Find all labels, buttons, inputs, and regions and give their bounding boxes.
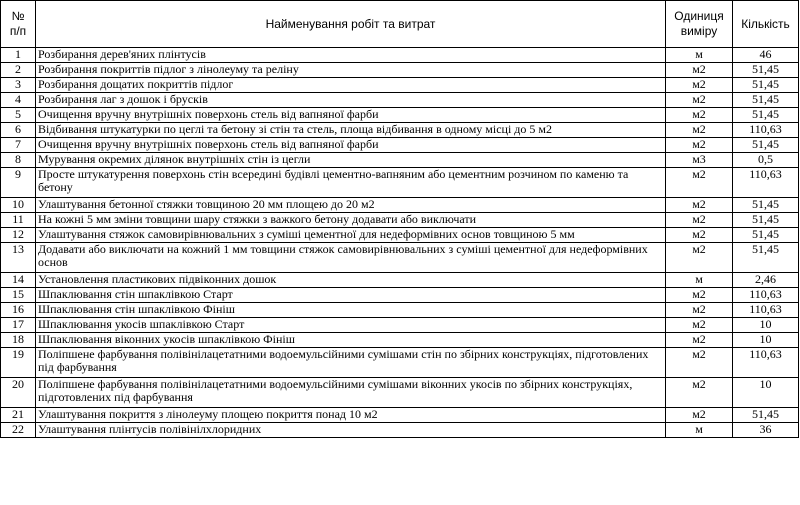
table-row (1, 378, 799, 408)
row-name: Розбирання покриттів підлог з лінолеуму та реліну (36, 63, 666, 78)
row-num: 1 (1, 48, 36, 63)
row-num: 17 (1, 318, 36, 333)
row-unit: м2 (666, 228, 733, 243)
row-num: 16 (1, 303, 36, 318)
table-row (1, 348, 799, 378)
table-row (1, 423, 799, 438)
row-qty: 51,45 (733, 93, 799, 108)
row-unit: м2 (666, 348, 733, 378)
table-row (1, 303, 799, 318)
row-num: 20 (1, 378, 36, 408)
row-qty: 110,63 (733, 348, 799, 378)
header-unit-text: Одиниця виміру (674, 9, 724, 38)
table-row (1, 93, 799, 108)
table-row (1, 168, 799, 198)
row-num: 5 (1, 108, 36, 123)
table-row (1, 333, 799, 348)
row-unit: м2 (666, 213, 733, 228)
row-unit: м (666, 423, 733, 438)
row-name: Шпаклювання стін шпаклівкою Фініш (36, 303, 666, 318)
row-name: На кожні 5 мм зміни товщини шару стяжки з важкого бетону додавати або виключати (36, 213, 666, 228)
table-row (1, 273, 799, 288)
header-name (36, 1, 666, 48)
row-qty: 51,45 (733, 243, 799, 273)
row-qty: 10 (733, 333, 799, 348)
row-qty: 51,45 (733, 78, 799, 93)
row-qty: 110,63 (733, 168, 799, 198)
row-name: Поліпшене фарбування полівінілацетатними водоемульсійними сумішами стін по збірних конструкціях, підготовлених під фарбування (36, 348, 666, 378)
row-name: Улаштування плінтусів полівінілхлоридних (36, 423, 666, 438)
row-num: 10 (1, 198, 36, 213)
row-name: Розбирання лаг з дошок і брусків (36, 93, 666, 108)
table-row (1, 153, 799, 168)
header-qty (733, 1, 799, 48)
row-qty: 36 (733, 423, 799, 438)
row-unit: м2 (666, 63, 733, 78)
row-num: 12 (1, 228, 36, 243)
row-qty: 110,63 (733, 123, 799, 138)
row-qty: 51,45 (733, 138, 799, 153)
row-qty: 51,45 (733, 108, 799, 123)
row-num: 4 (1, 93, 36, 108)
row-qty: 10 (733, 318, 799, 333)
row-name: Установлення пластикових підвіконних дошок (36, 273, 666, 288)
table-row (1, 63, 799, 78)
row-name: Додавати або виключати на кожний 1 мм товщини стяжок самовирівнювальних з суміші цементної для недеформівних основ (36, 243, 666, 273)
row-qty: 51,45 (733, 198, 799, 213)
row-unit: м (666, 48, 733, 63)
row-num: 22 (1, 423, 36, 438)
row-name: Розбирання дощатих покриттів підлог (36, 78, 666, 93)
row-name: Улаштування стяжок самовирівнювальних з суміші цементної для недеформівних основ товщиною 5 мм (36, 228, 666, 243)
row-name: Очищення вручну внутрішніх поверхонь стель від вапняної фарби (36, 138, 666, 153)
row-unit: м2 (666, 243, 733, 273)
row-num: 21 (1, 408, 36, 423)
table-row (1, 138, 799, 153)
row-unit: м2 (666, 93, 733, 108)
header-row (1, 1, 799, 48)
row-qty: 46 (733, 48, 799, 63)
table-row (1, 213, 799, 228)
row-num: 15 (1, 288, 36, 303)
row-unit: м2 (666, 288, 733, 303)
row-name: Поліпшене фарбування полівінілацетатними водоемульсійними сумішами віконних укосів по збірних конструкціях, підготовлених під фарбування (36, 378, 666, 408)
table-row (1, 243, 799, 273)
row-qty: 51,45 (733, 408, 799, 423)
row-name: Розбирання дерев'яних плінтусів (36, 48, 666, 63)
row-num: 19 (1, 348, 36, 378)
row-num: 18 (1, 333, 36, 348)
table-row (1, 228, 799, 243)
header-unit (666, 1, 733, 48)
row-num: 6 (1, 123, 36, 138)
row-name: Просте штукатурення поверхонь стін всередині будівлі цементно-вапняним або цементним розчином по каменю та бетону (36, 168, 666, 198)
row-qty: 110,63 (733, 303, 799, 318)
row-num: 11 (1, 213, 36, 228)
row-unit: м2 (666, 78, 733, 93)
row-unit: м2 (666, 168, 733, 198)
row-num: 14 (1, 273, 36, 288)
row-num: 8 (1, 153, 36, 168)
row-num: 9 (1, 168, 36, 198)
table-row (1, 288, 799, 303)
table-row (1, 198, 799, 213)
row-num: 13 (1, 243, 36, 273)
row-num: 2 (1, 63, 36, 78)
row-qty: 51,45 (733, 63, 799, 78)
row-name: Очищення вручну внутрішніх поверхонь стель від вапняної фарби (36, 108, 666, 123)
header-num (1, 1, 36, 48)
table-row (1, 318, 799, 333)
header-name-text: Найменування робіт та витрат (265, 16, 436, 31)
table-row (1, 48, 799, 63)
table-body (1, 48, 799, 438)
row-name: Відбивання штукатурки по цеглі та бетону зі стін та стель, площа відбивання в одному місці до 5 м2 (36, 123, 666, 138)
row-name: Шпаклювання укосів шпаклівкою Старт (36, 318, 666, 333)
table-row (1, 78, 799, 93)
row-name: Шпаклювання віконних укосів шпаклівкою Фініш (36, 333, 666, 348)
row-name: Шпаклювання стін шпаклівкою Старт (36, 288, 666, 303)
row-qty: 51,45 (733, 213, 799, 228)
header-num-text: № п/п (9, 9, 27, 38)
row-qty: 0,5 (733, 153, 799, 168)
row-num: 7 (1, 138, 36, 153)
table-row (1, 123, 799, 138)
row-unit: м2 (666, 198, 733, 213)
row-qty: 110,63 (733, 288, 799, 303)
header-qty-text: Кількість (741, 16, 790, 31)
row-name: Улаштування бетонної стяжки товщиною 20 мм площею до 20 м2 (36, 198, 666, 213)
row-unit: м2 (666, 318, 733, 333)
row-name: Улаштування покриття з лінолеуму площею покриття понад 10 м2 (36, 408, 666, 423)
row-qty: 10 (733, 378, 799, 408)
table-row (1, 108, 799, 123)
row-name: Мурування окремих ділянок внутрішніх стін із цегли (36, 153, 666, 168)
row-num: 3 (1, 78, 36, 93)
row-unit: м2 (666, 408, 733, 423)
row-qty: 2,46 (733, 273, 799, 288)
row-unit: м2 (666, 333, 733, 348)
row-unit: м2 (666, 138, 733, 153)
row-unit: м2 (666, 123, 733, 138)
row-qty: 51,45 (733, 228, 799, 243)
row-unit: м2 (666, 303, 733, 318)
table-row (1, 408, 799, 423)
row-unit: м3 (666, 153, 733, 168)
row-unit: м2 (666, 378, 733, 408)
row-unit: м2 (666, 108, 733, 123)
row-unit: м (666, 273, 733, 288)
